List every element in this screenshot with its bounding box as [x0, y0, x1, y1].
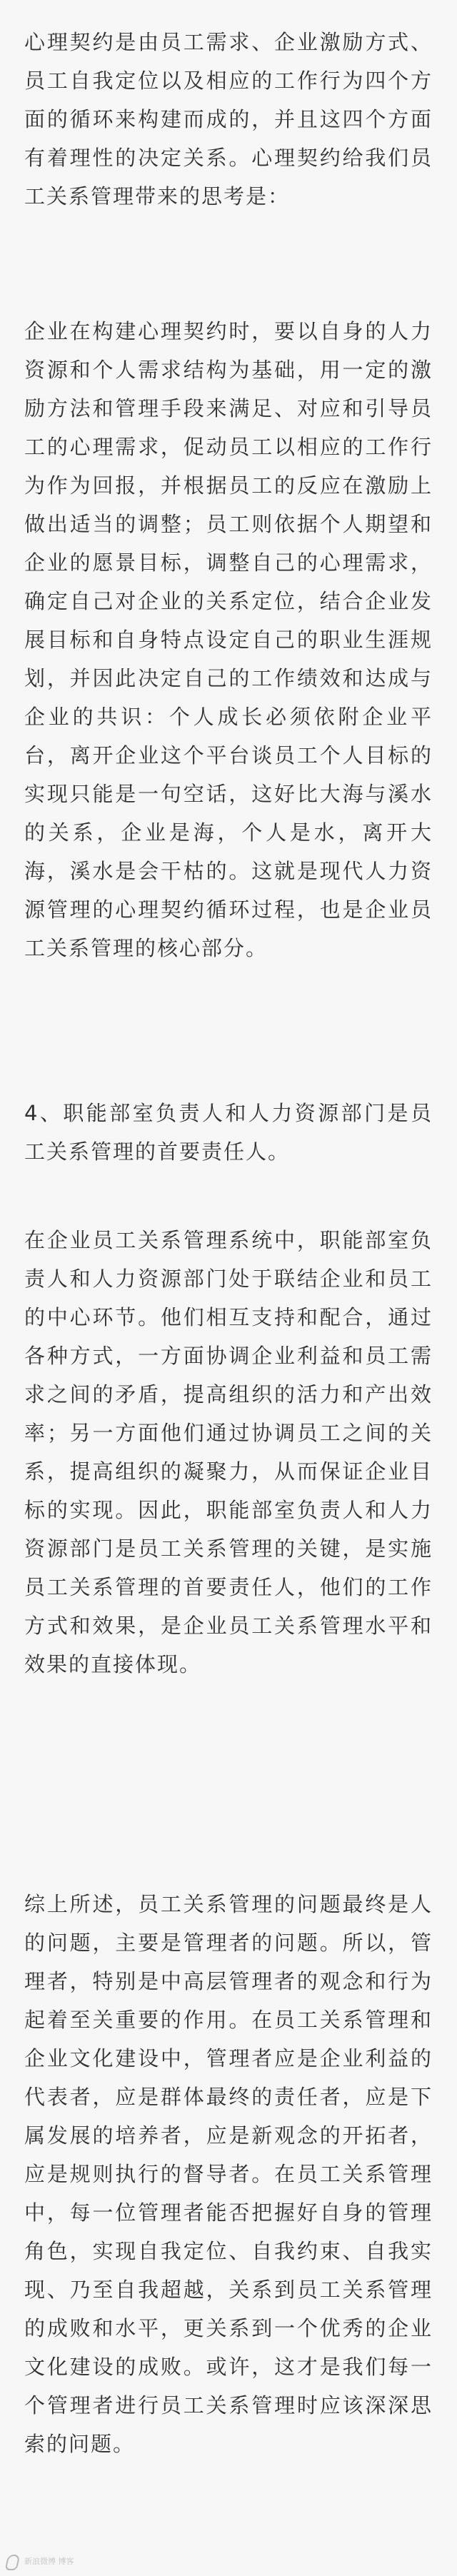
paragraph-3: 4、职能部室负责人和人力资源部门是员工关系管理的首要责任人。	[24, 1101, 433, 1164]
paragraph-1: 心理契约是由员工需求、企业激励方式、员工自我定位以及相应的工作行为四个方面的循环来构建而成的，并且这四个方面有着理性的决定关系。心理契约给我们员工关系管理带来的思考是：	[24, 30, 433, 208]
paragraph-5: 综上所述，员工关系管理的问题最终是人的问题，主要是管理者的问题。所以，管理者，特别是中高层管理者的观念和行为起着至关重要的作用。在员工关系管理和企业文化建设中，管理者应是企业利益的代表者，应是群体最终的责任者，应是下属发展的培养者，应是新观念的开拓者，应是规则执行的督导者。在员工关系管理中，每一位管理者能否把握好自身的管理角色，实现自我定位、自我约束、自我实现、乃至自我超越，关系到员工关系管理的成败和水平，更关系到一个优秀的企业文化建设的成败。或许，这才是我们每一个管理者进行员工关系管理时应该深深思索的问题。	[24, 1892, 433, 2456]
paragraph-4: 在企业员工关系管理系统中，职能部室负责人和人力资源部门处于联结企业和员工的中心环节。他们相互支持和配合，通过各种方式，一方面协调企业利益和员工需求之间的矛盾，提高组织的活力和产出效率；另一方面他们通过协调员工之间的关系，提高组织的凝聚力，从而保证企业目标的实现。因此，职能部室负责人和人力资源部门是员工关系管理的关键，是实施员工关系管理的首要责任人，他们的工作方式和效果，是企业员工关系管理水平和效果的直接体现。	[24, 1228, 433, 1676]
watermark-text: 新浪微博 博客	[24, 2557, 74, 2566]
watermark	[4, 2552, 74, 2570]
pen-logo-icon	[4, 2553, 20, 2569]
paragraph-2: 企业在构建心理契约时，要以自身的人力资源和个人需求结构为基础，用一定的激励方法和管理手段来满足、对应和引导员工的心理需求，促动员工以相应的工作行为作为回报，并根据员工的反应在激励上做出适当的调整；员工则依据个人期望和企业的愿景目标，调整自己的心理需求，确定自己对企业的关系定位，结合企业发展目标和自身特点设定自己的职业生涯规划，并因此决定自己的工作绩效和达成与企业的共识：个人成长必须依附企业平台，离开企业这个平台谈员工个人目标的实现只能是一句空话，这好比大海与溪水的关系，企业是海，个人是水，离开大海，溪水是会干枯的。这就是现代人力资源管理的心理契约循环过程，也是企业员工关系管理的核心部分。	[24, 319, 433, 960]
